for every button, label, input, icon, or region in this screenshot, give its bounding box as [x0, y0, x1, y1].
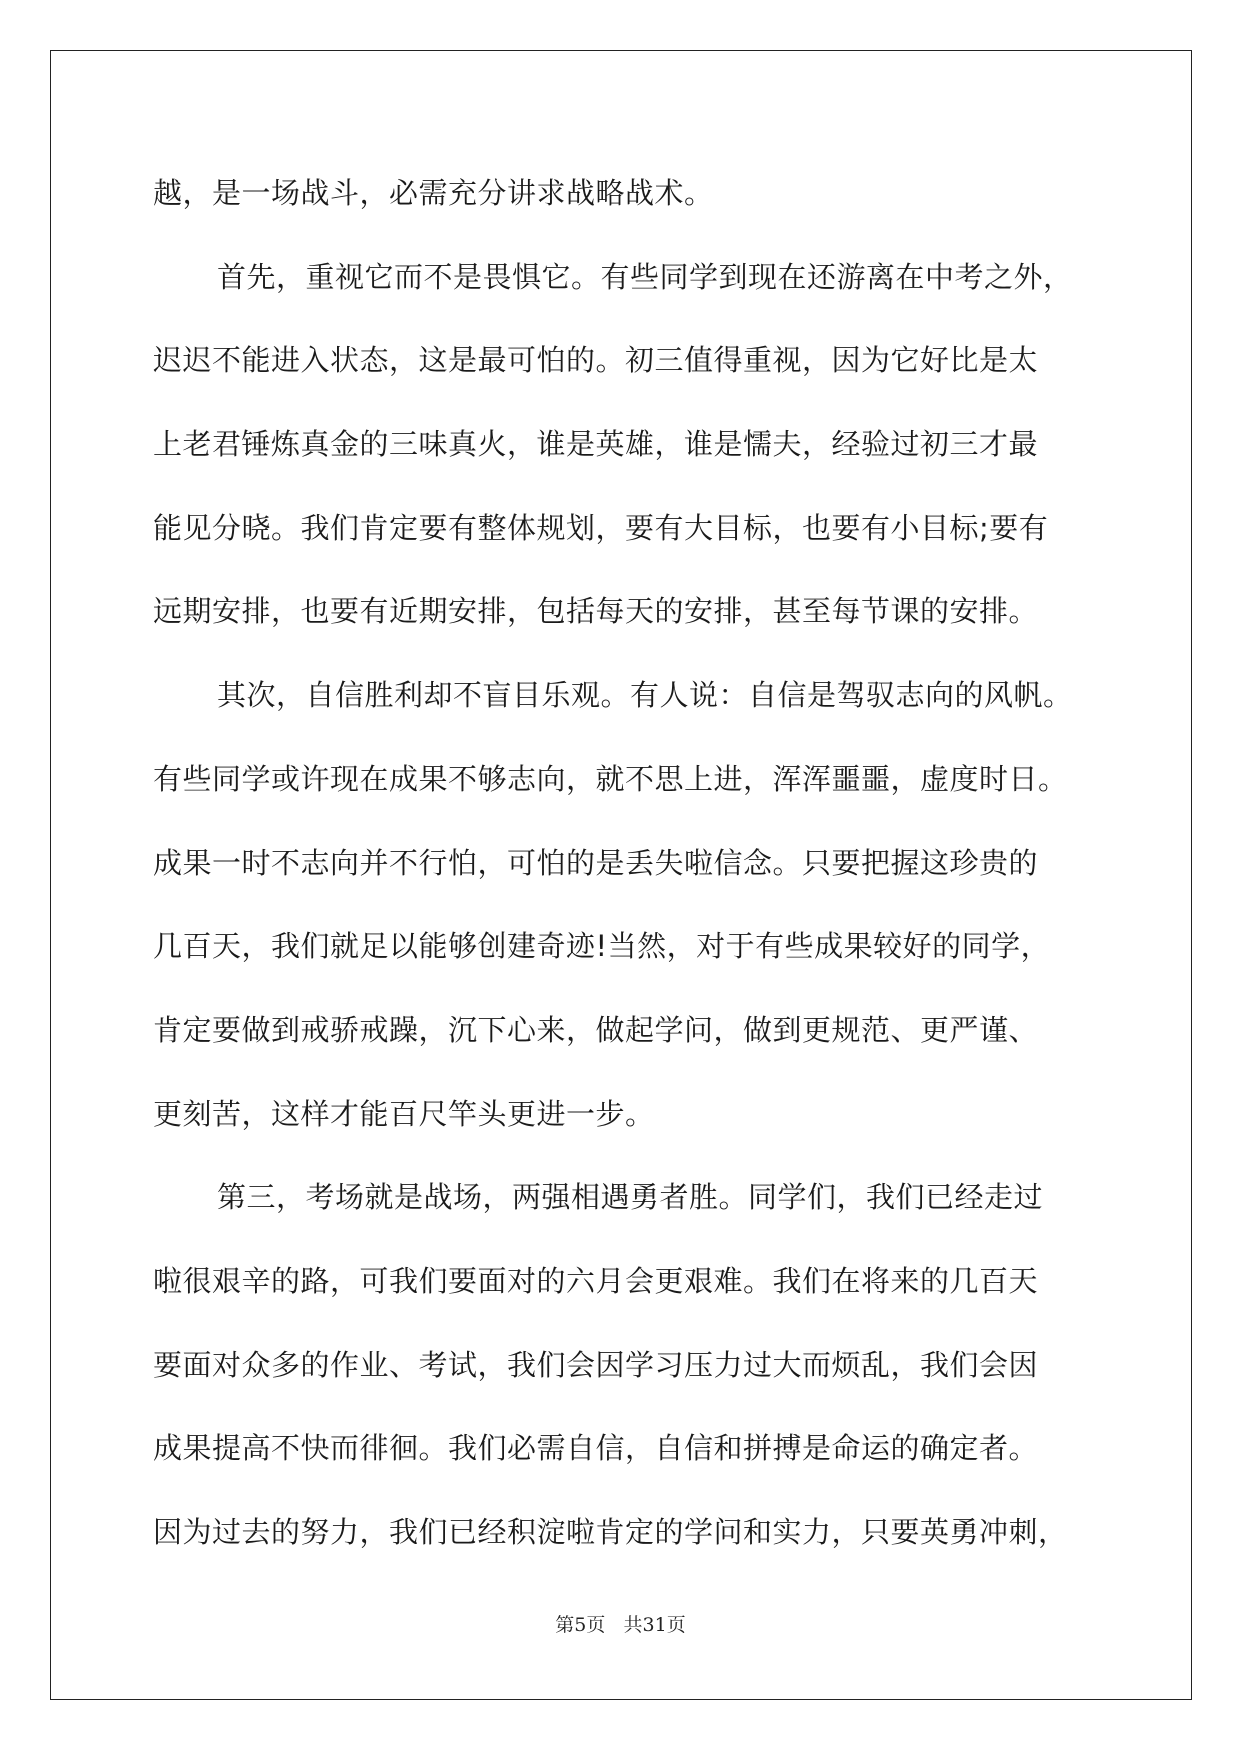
text-line: 上老君锤炼真金的三味真火，谁是英雄，谁是懦夫，经验过初三才最 — [153, 427, 1039, 462]
page-total: 共31页 — [623, 1614, 686, 1636]
text-line: 因为过去的努力，我们已经积淀啦肯定的学问和实力，只要英勇冲刺， — [153, 1515, 1068, 1549]
text-line: 要面对众多的作业、考试，我们会因学习压力过大而烦乱，我们会因 — [153, 1347, 1039, 1382]
footer-gap — [605, 1614, 623, 1636]
page-footer — [0, 1610, 1241, 1637]
document-body — [153, 152, 1103, 1575]
text-line: 成果一时不志向并不行怕，可怕的是丢失啦信念。只要把握这珍贵的 — [153, 845, 1039, 880]
text-line: 肯定要做到戒骄戒躁，沉下心来，做起学问，做到更规范、更严谨、 — [153, 1012, 1039, 1047]
text-line: 能见分晓。我们肯定要有整体规划，要有大目标，也要有小目标;要有 — [153, 510, 1049, 545]
text-line: 更刻苦，这样才能百尺竿头更进一步。 — [153, 1096, 655, 1131]
text-line: 越，是一场战斗，必需充分讲求战略战术。 — [153, 176, 714, 210]
text-line: 首先，重视它而不是畏惧它。有些同学到现在还游离在中考之外， — [217, 259, 1073, 294]
text-line: 其次，自信胜利却不盲目乐观。有人说：自信是驾驭志向的风帆。 — [217, 678, 1073, 713]
text-line: 成果提高不快而徘徊。我们必需自信，自信和拼搏是命运的确定者。 — [153, 1431, 1039, 1466]
text-line: 啦很艰辛的路，可我们要面对的六月会更艰难。我们在将来的几百天 — [153, 1263, 1039, 1298]
page-number: 第5页 — [555, 1614, 606, 1636]
text-line: 远期安排，也要有近期安排，包括每天的安排，甚至每节课的安排。 — [153, 594, 1039, 629]
text-line: 几百天，我们就足以能够创建奇迹!当然，对于有些成果较好的同学， — [153, 929, 1051, 964]
text-line: 迟迟不能进入状态，这是最可怕的。初三值得重视，因为它好比是太 — [153, 343, 1039, 378]
text-line: 有些同学或许现在成果不够志向，就不思上进，浑浑噩噩，虚度时日。 — [153, 761, 1068, 796]
text-line: 第三，考场就是战场，两强相遇勇者胜。同学们，我们已经走过 — [217, 1180, 1044, 1215]
